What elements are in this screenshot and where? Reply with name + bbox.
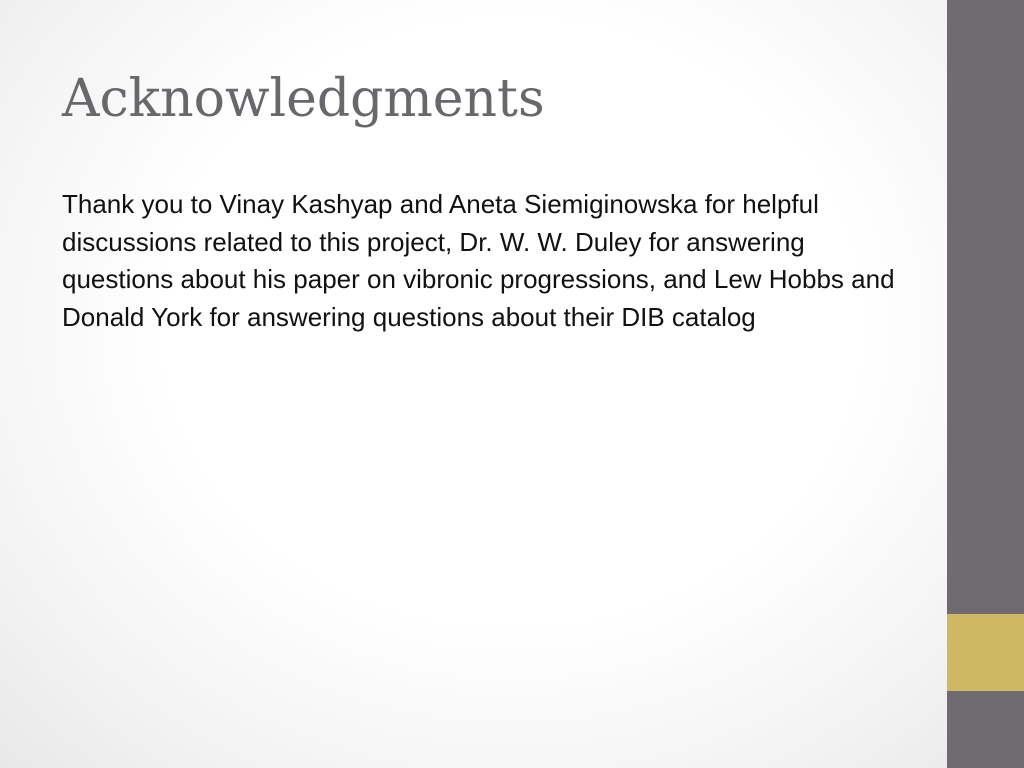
side-accent-block: [947, 614, 1024, 691]
slide-title: Acknowledgments: [62, 69, 545, 129]
acknowledgments-text: Thank you to Vinay Kashyap and Aneta Siemiginowska for helpful discussions related to this project, Dr. W. W. Duley for answering questions about his paper on vibronic progressions, and Lew Hobbs and Donald York for answering questions about their DIB catalog: [62, 189, 895, 332]
